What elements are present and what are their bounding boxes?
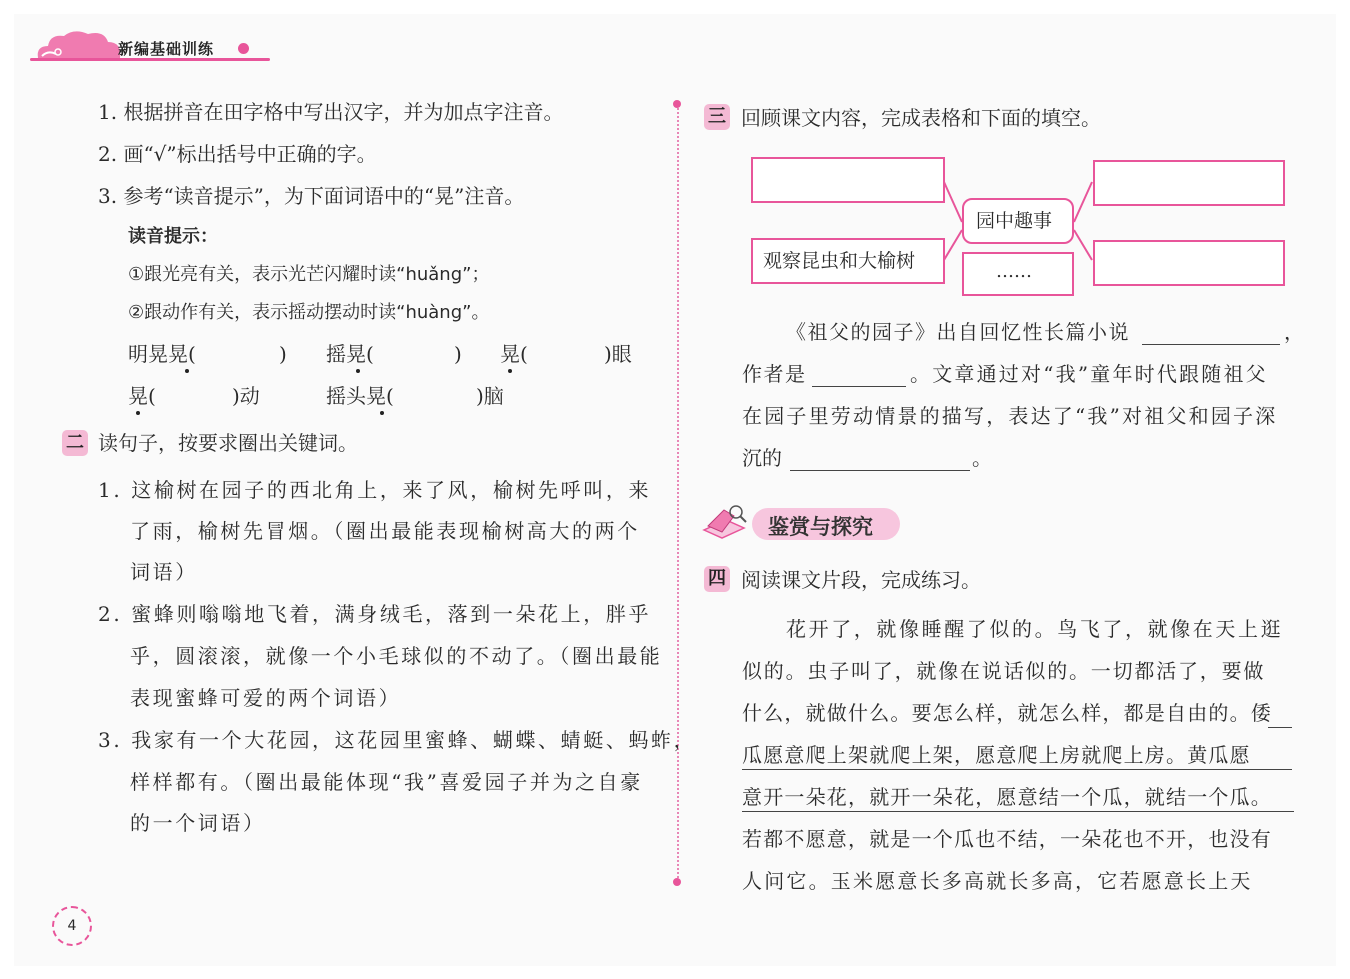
passage-underline bbox=[742, 769, 1292, 770]
diagram-box-bottom-center bbox=[962, 252, 1074, 296]
passage-line: 瓜愿意爬上架就爬上架，愿意爬上房就爬上房。黄瓜愿 bbox=[742, 743, 1251, 767]
word-dong: )动 bbox=[232, 384, 260, 408]
blank-emotion[interactable] bbox=[790, 470, 970, 471]
passage-line: 似的。虫子叫了，就像在说话似的。一切都活了，要做 bbox=[742, 659, 1266, 683]
passage-line: 花开了，就像睡醒了似的。鸟飞了，就像在天上逛 bbox=[786, 617, 1284, 641]
diagram-box-bottom-right-blank[interactable] bbox=[1093, 240, 1285, 286]
word-yaotouhuangnao: 摇头晃( bbox=[326, 384, 394, 408]
paren-close: ) bbox=[454, 342, 462, 366]
passage-underline bbox=[742, 811, 1294, 812]
passage-line: 若都不愿意，就是一个瓜也不结，一朵花也不开，也没有 bbox=[742, 827, 1272, 851]
header-cloud-decoration bbox=[34, 28, 124, 62]
diagram-center-node bbox=[962, 198, 1074, 244]
fill-line-3: 在园子里劳动情景的描写，表达了“我”对祖父和园子深 bbox=[742, 404, 1278, 428]
fill-line-2b: 。文章通过对“我”童年时代跟随祖父 bbox=[910, 362, 1268, 386]
fill-line-1: 《祖父的园子》出自回忆性长篇小说 bbox=[786, 320, 1130, 344]
diagram-ellipsis: …… bbox=[996, 261, 1032, 282]
item-1: 1. 根据拼音在田字格中写出汉字，并为加点字注音。 bbox=[98, 100, 564, 124]
item-3: 3. 参考“读音提示”，为下面词语中的“晃”注音。 bbox=[98, 184, 525, 208]
emphasis-dot bbox=[380, 411, 384, 415]
section-3-title: 回顾课文内容，完成表格和下面的填空。 bbox=[741, 106, 1101, 130]
q3-line: 3. 我家有一个大花园，这花园里蜜蜂、蝴蝶、蜻蜓、蚂蚱， bbox=[98, 728, 697, 752]
hint-1: ①跟光亮有关，表示光芒闪耀时读“huǎng”； bbox=[128, 264, 490, 285]
emphasis-dot bbox=[185, 369, 189, 373]
section-badge-2: 二 bbox=[62, 430, 88, 456]
fill-line-4b: 。 bbox=[972, 446, 992, 470]
word-huang: 晃( bbox=[500, 342, 528, 366]
diagram-center-label: 园中趣事 bbox=[976, 210, 1053, 232]
column-divider bbox=[677, 104, 679, 882]
q3-line: 样样都有。（圈出最能体现“我”喜爱园子并为之自豪 bbox=[130, 770, 643, 794]
word-minghuanghuang: 明晃晃( bbox=[128, 342, 196, 366]
divider-bottom-dot bbox=[673, 878, 681, 886]
fill-line-2a: 作者是 bbox=[742, 362, 807, 386]
emphasis-dot bbox=[508, 369, 512, 373]
paren-close: ) bbox=[279, 342, 287, 366]
word-yaohuang: 摇晃( bbox=[326, 342, 374, 366]
q1-line: 了雨，榆树先冒烟。（圈出最能表现榆树高大的两个 bbox=[130, 519, 640, 543]
word-yan: )眼 bbox=[604, 342, 632, 366]
book-icon bbox=[700, 500, 750, 544]
passage-underline bbox=[1268, 727, 1292, 728]
section-2-title: 读句子，按要求圈出关键词。 bbox=[98, 431, 358, 455]
passage-line: 意开一朵花，就开一朵花，愿意结一个瓜，就结一个瓜。 bbox=[742, 785, 1272, 809]
q2-line: 表现蜜蜂可爱的两个词语） bbox=[130, 686, 402, 710]
word-huangdong: 晃( bbox=[128, 384, 156, 408]
emphasis-dot bbox=[356, 369, 360, 373]
word-nao: )脑 bbox=[476, 384, 504, 408]
diagram-box-top-left-blank[interactable] bbox=[751, 157, 945, 203]
item-2: 2. 画“√”标出括号中正确的字。 bbox=[98, 142, 377, 166]
appreciation-title: 鉴赏与探究 bbox=[768, 515, 873, 539]
q2-line: 2. 蜜蜂则嗡嗡地飞着，满身绒毛，落到一朵花上，胖乎 bbox=[98, 602, 652, 626]
section-badge-3: 三 bbox=[704, 104, 730, 130]
section-badge-4: 四 bbox=[704, 566, 730, 592]
divider-top-dot bbox=[673, 100, 681, 108]
emphasis-dot bbox=[136, 411, 140, 415]
fill-line-4a: 沉的 bbox=[742, 446, 782, 470]
page-number: 4 bbox=[52, 906, 92, 946]
header-dot bbox=[238, 43, 249, 54]
q2-line: 乎，圆滚滚，就像一个小毛球似的不动了。（圈出最能 bbox=[130, 644, 663, 668]
passage-line: 什么，就做什么。要怎么样，就怎么样，都是自由的。倭 bbox=[742, 701, 1272, 725]
header-title: 新编基础训练 bbox=[118, 40, 215, 58]
diagram-box-top-right-blank[interactable] bbox=[1093, 160, 1285, 206]
diagram-box-bottom-left bbox=[751, 238, 945, 284]
blank-author[interactable] bbox=[812, 386, 906, 387]
hint-title: 读音提示： bbox=[128, 226, 218, 247]
section-4-title: 阅读课文片段，完成练习。 bbox=[741, 568, 981, 592]
q1-line: 词语） bbox=[130, 560, 198, 584]
q3-line: 的一个词语） bbox=[130, 811, 266, 835]
fill-comma: ， bbox=[1284, 320, 1304, 344]
hint-2: ②跟动作有关，表示摇动摆动时读“huàng”。 bbox=[128, 302, 490, 323]
q1-line: 1. 这榆树在园子的西北角上，来了风，榆树先呼叫，来 bbox=[98, 478, 652, 502]
blank-novel[interactable] bbox=[1142, 344, 1280, 345]
diagram-left-label: 观察昆虫和大榆树 bbox=[763, 250, 916, 272]
passage-line: 人问它。玉米愿意长多高就长多高，它若愿意长上天 bbox=[742, 869, 1253, 893]
